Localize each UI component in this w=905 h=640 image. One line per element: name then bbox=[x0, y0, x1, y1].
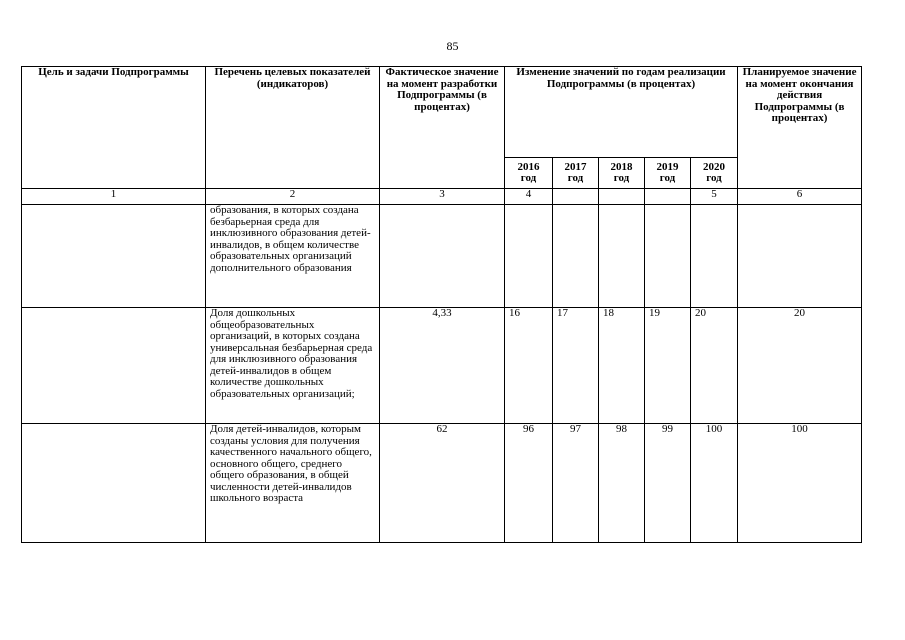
year-value-cell bbox=[599, 205, 645, 308]
year-value-cell: 99 bbox=[645, 424, 691, 543]
goal-cell bbox=[22, 424, 206, 543]
year-value-cell: 100 bbox=[691, 424, 738, 543]
year-value-cell: 97 bbox=[553, 424, 599, 543]
page-number: 85 bbox=[446, 39, 459, 53]
header-actual-value: Фактическое значение на момент разработки Подпрограммы (в процентах) bbox=[380, 67, 505, 189]
year-value-cell bbox=[553, 205, 599, 308]
year-value-cell: 16 bbox=[505, 308, 553, 424]
header-year-2016: 2016 год bbox=[505, 158, 553, 189]
col-number-1: 1 bbox=[22, 189, 206, 205]
year-value-cell: 17 bbox=[553, 308, 599, 424]
year-value-cell: 19 bbox=[645, 308, 691, 424]
col-number-4: 4 bbox=[505, 189, 553, 205]
col-number-blank bbox=[599, 189, 645, 205]
header-year-2017: 2017 год bbox=[553, 158, 599, 189]
actual-value-cell bbox=[380, 205, 505, 308]
indicator-cell: Доля детей-инвалидов, которым созданы условия для получения качественного начального общего, основного общего, среднего общего образования, в общей численности детей-инвалидов школьного возраста bbox=[206, 424, 380, 543]
numbering-row bbox=[22, 189, 862, 205]
year-value-cell: 98 bbox=[599, 424, 645, 543]
header-indicators: Перечень целевых показателей (индикаторов) bbox=[206, 67, 380, 189]
col-number-6: 6 bbox=[738, 189, 862, 205]
table-row bbox=[22, 424, 862, 543]
goal-cell bbox=[22, 308, 206, 424]
planned-value-cell: 100 bbox=[738, 424, 862, 543]
planned-value-cell bbox=[738, 205, 862, 308]
header-yearly-change: Изменение значений по годам реализации Подпрограммы (в процентах) bbox=[505, 67, 738, 158]
col-number-5: 5 bbox=[691, 189, 738, 205]
col-number-blank bbox=[645, 189, 691, 205]
col-number-2: 2 bbox=[206, 189, 380, 205]
table-row bbox=[22, 308, 862, 424]
table-row bbox=[22, 205, 862, 308]
year-value-cell bbox=[505, 205, 553, 308]
header-row bbox=[22, 67, 862, 158]
header-goal: Цель и задачи Подпрограммы bbox=[22, 67, 206, 189]
actual-value-cell: 4,33 bbox=[380, 308, 505, 424]
header-year-2018: 2018 год bbox=[599, 158, 645, 189]
planned-value-cell: 20 bbox=[738, 308, 862, 424]
year-value-cell bbox=[691, 205, 738, 308]
header-year-2019: 2019 год bbox=[645, 158, 691, 189]
year-value-cell: 96 bbox=[505, 424, 553, 543]
header-planned-value: Планируемое значение на момент окончания действия Подпрограммы (в процентах) bbox=[738, 67, 862, 189]
year-value-cell bbox=[645, 205, 691, 308]
actual-value-cell: 62 bbox=[380, 424, 505, 543]
year-value-cell: 18 bbox=[599, 308, 645, 424]
indicators-table bbox=[21, 66, 862, 543]
col-number-3: 3 bbox=[380, 189, 505, 205]
header-year-2020: 2020 год bbox=[691, 158, 738, 189]
year-value-cell: 20 bbox=[691, 308, 738, 424]
indicator-cell: образования, в которых создана безбарьерная среда для инклюзивного образования детей-инвалидов, в общем количестве образовательных организаций дополнительного образования bbox=[206, 205, 380, 308]
col-number-blank bbox=[553, 189, 599, 205]
indicator-cell: Доля дошкольных общеобразовательных организаций, в которых создана универсальная безбарьерная среда для инклюзивного образования детей-инвалидов в общем количестве дошкольных образовательных организаций; bbox=[206, 308, 380, 424]
goal-cell bbox=[22, 205, 206, 308]
